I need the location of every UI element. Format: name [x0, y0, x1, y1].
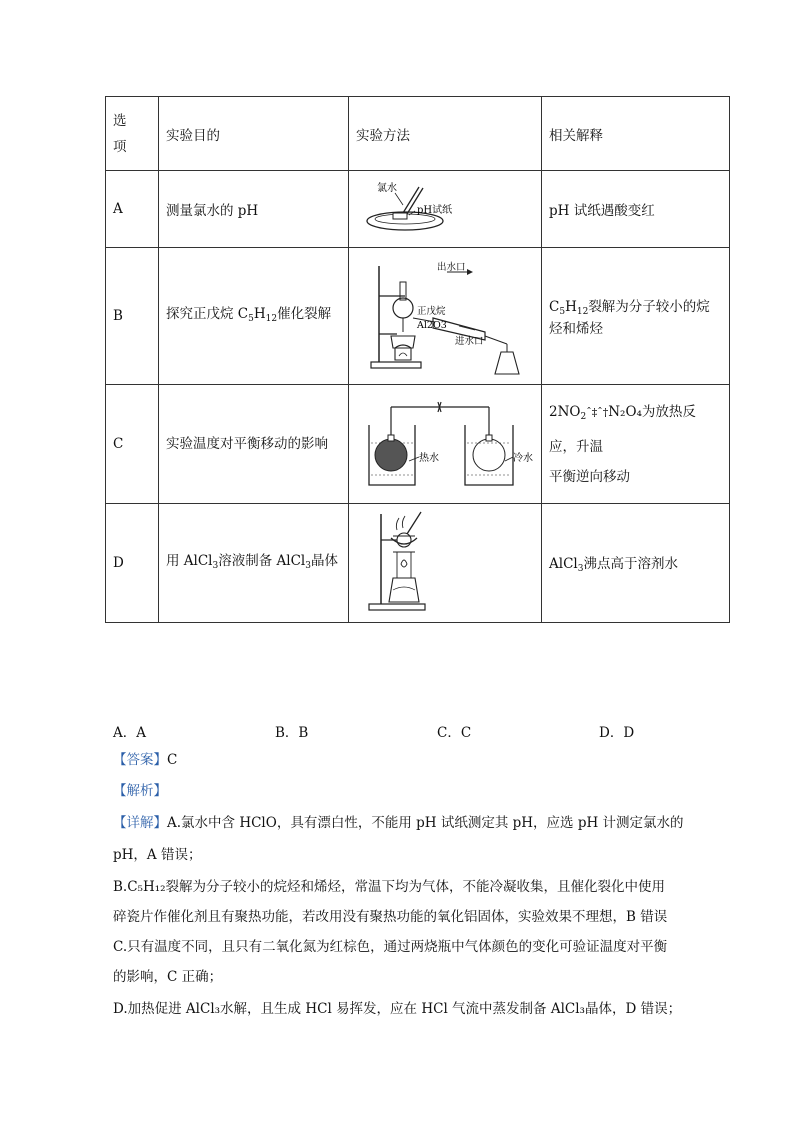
row-method-diagram: [349, 171, 542, 248]
row-explanation: pH 试纸遇酸变红: [542, 171, 730, 248]
evaporation-diagram: [357, 504, 533, 618]
detail-line: 碎瓷片作催化剂且有聚热功能，若改用没有聚热功能的氧化铝固体，实验效果不理想，B 错误: [113, 909, 668, 925]
table-row: [106, 248, 730, 385]
table-row: [106, 171, 730, 248]
cracking-apparatus-diagram: [357, 248, 533, 380]
no2-equilibrium-diagram: [357, 385, 533, 499]
label-hot-water: 热水: [419, 453, 439, 464]
label-pentane: 正戊烷: [417, 306, 446, 317]
table-header-row: [106, 97, 730, 171]
header-explanation: 相关解释: [542, 97, 730, 171]
label-alumina: Al2O3: [417, 320, 447, 331]
row-option: D: [106, 504, 159, 623]
header-method: 实验方法: [349, 97, 542, 171]
label-cold-water: 冷水: [513, 453, 533, 464]
table-row: [106, 504, 730, 623]
row-purpose: 用 AlCl$_3$溶液制备 AlCl$_3$晶体: [159, 504, 349, 623]
detail-line: B.C₅H₁₂裂解为分子较小的烷烃和烯烃，常温下均为气体，不能冷凝收集，且催化裂化中使用: [113, 879, 666, 895]
row-option: A: [106, 171, 159, 248]
row-method-diagram: [349, 504, 542, 623]
header-purpose: 实验目的: [159, 97, 349, 171]
choice-d: D．D: [599, 725, 635, 741]
row-option: B: [106, 248, 159, 385]
label-water-inlet: 进水口: [455, 336, 484, 347]
row-explanation: $C_5H_{12}$裂解为分子较小的烷烃和烯烃: [542, 248, 730, 385]
detail-line: C.只有温度不同，且只有二氧化氮为红棕色，通过两烧瓶中气体颜色的变化可验证温度对平衡: [113, 939, 668, 955]
row-explanation: $2NO_2ˆ\ddagger ˆ\dagger N_2O_4$为放热反应，升温 平衡逆向移动: [542, 385, 730, 504]
answer-value: C: [167, 752, 178, 768]
detail-label: 【详解】: [113, 815, 167, 831]
row-explanation: AlCl$_3$沸点高于溶剂水: [542, 504, 730, 623]
choice-b: B．B: [275, 725, 309, 741]
row-option: C: [106, 385, 159, 504]
label-ph-paper: pH试纸: [417, 205, 453, 216]
detail-line: pH，A 错误；: [113, 847, 202, 863]
detail-line: 的影响，C 正确；: [113, 969, 223, 985]
ph-paper-diagram: [357, 171, 533, 243]
answer-label: 【答案】: [113, 752, 167, 768]
choice-a: A．A: [113, 725, 146, 741]
label-chlorine-water: 氯水: [377, 183, 397, 194]
row-purpose: 探究正戊烷 $C_5H_{12}$催化裂解: [159, 248, 349, 385]
choice-c: C．C: [437, 725, 472, 741]
analysis-label: 【解析】: [113, 783, 167, 799]
table-row: [106, 385, 730, 504]
label-water-outlet: 出水口: [437, 262, 466, 273]
row-method-diagram: [349, 248, 542, 385]
detail-line: 【详解】A.氯水中含 HClO，具有漂白性，不能用 pH 试纸测定其 pH，应选 pH 计测定氯水的: [113, 815, 684, 831]
row-method-diagram: [349, 385, 542, 504]
question-table: [105, 96, 730, 623]
row-purpose: 实验温度对平衡移动的影响: [159, 385, 349, 504]
answer-line: [113, 750, 733, 770]
detail-line: D.加热促进 AlCl₃水解，且生成 HCl 易挥发，应在 HCl 气流中蒸发制备 AlCl₃晶体，D 错误；: [113, 1001, 682, 1017]
header-option: 选项: [106, 97, 159, 171]
analysis-label-line: [113, 781, 733, 801]
row-purpose: 测量氯水的 pH: [159, 171, 349, 248]
